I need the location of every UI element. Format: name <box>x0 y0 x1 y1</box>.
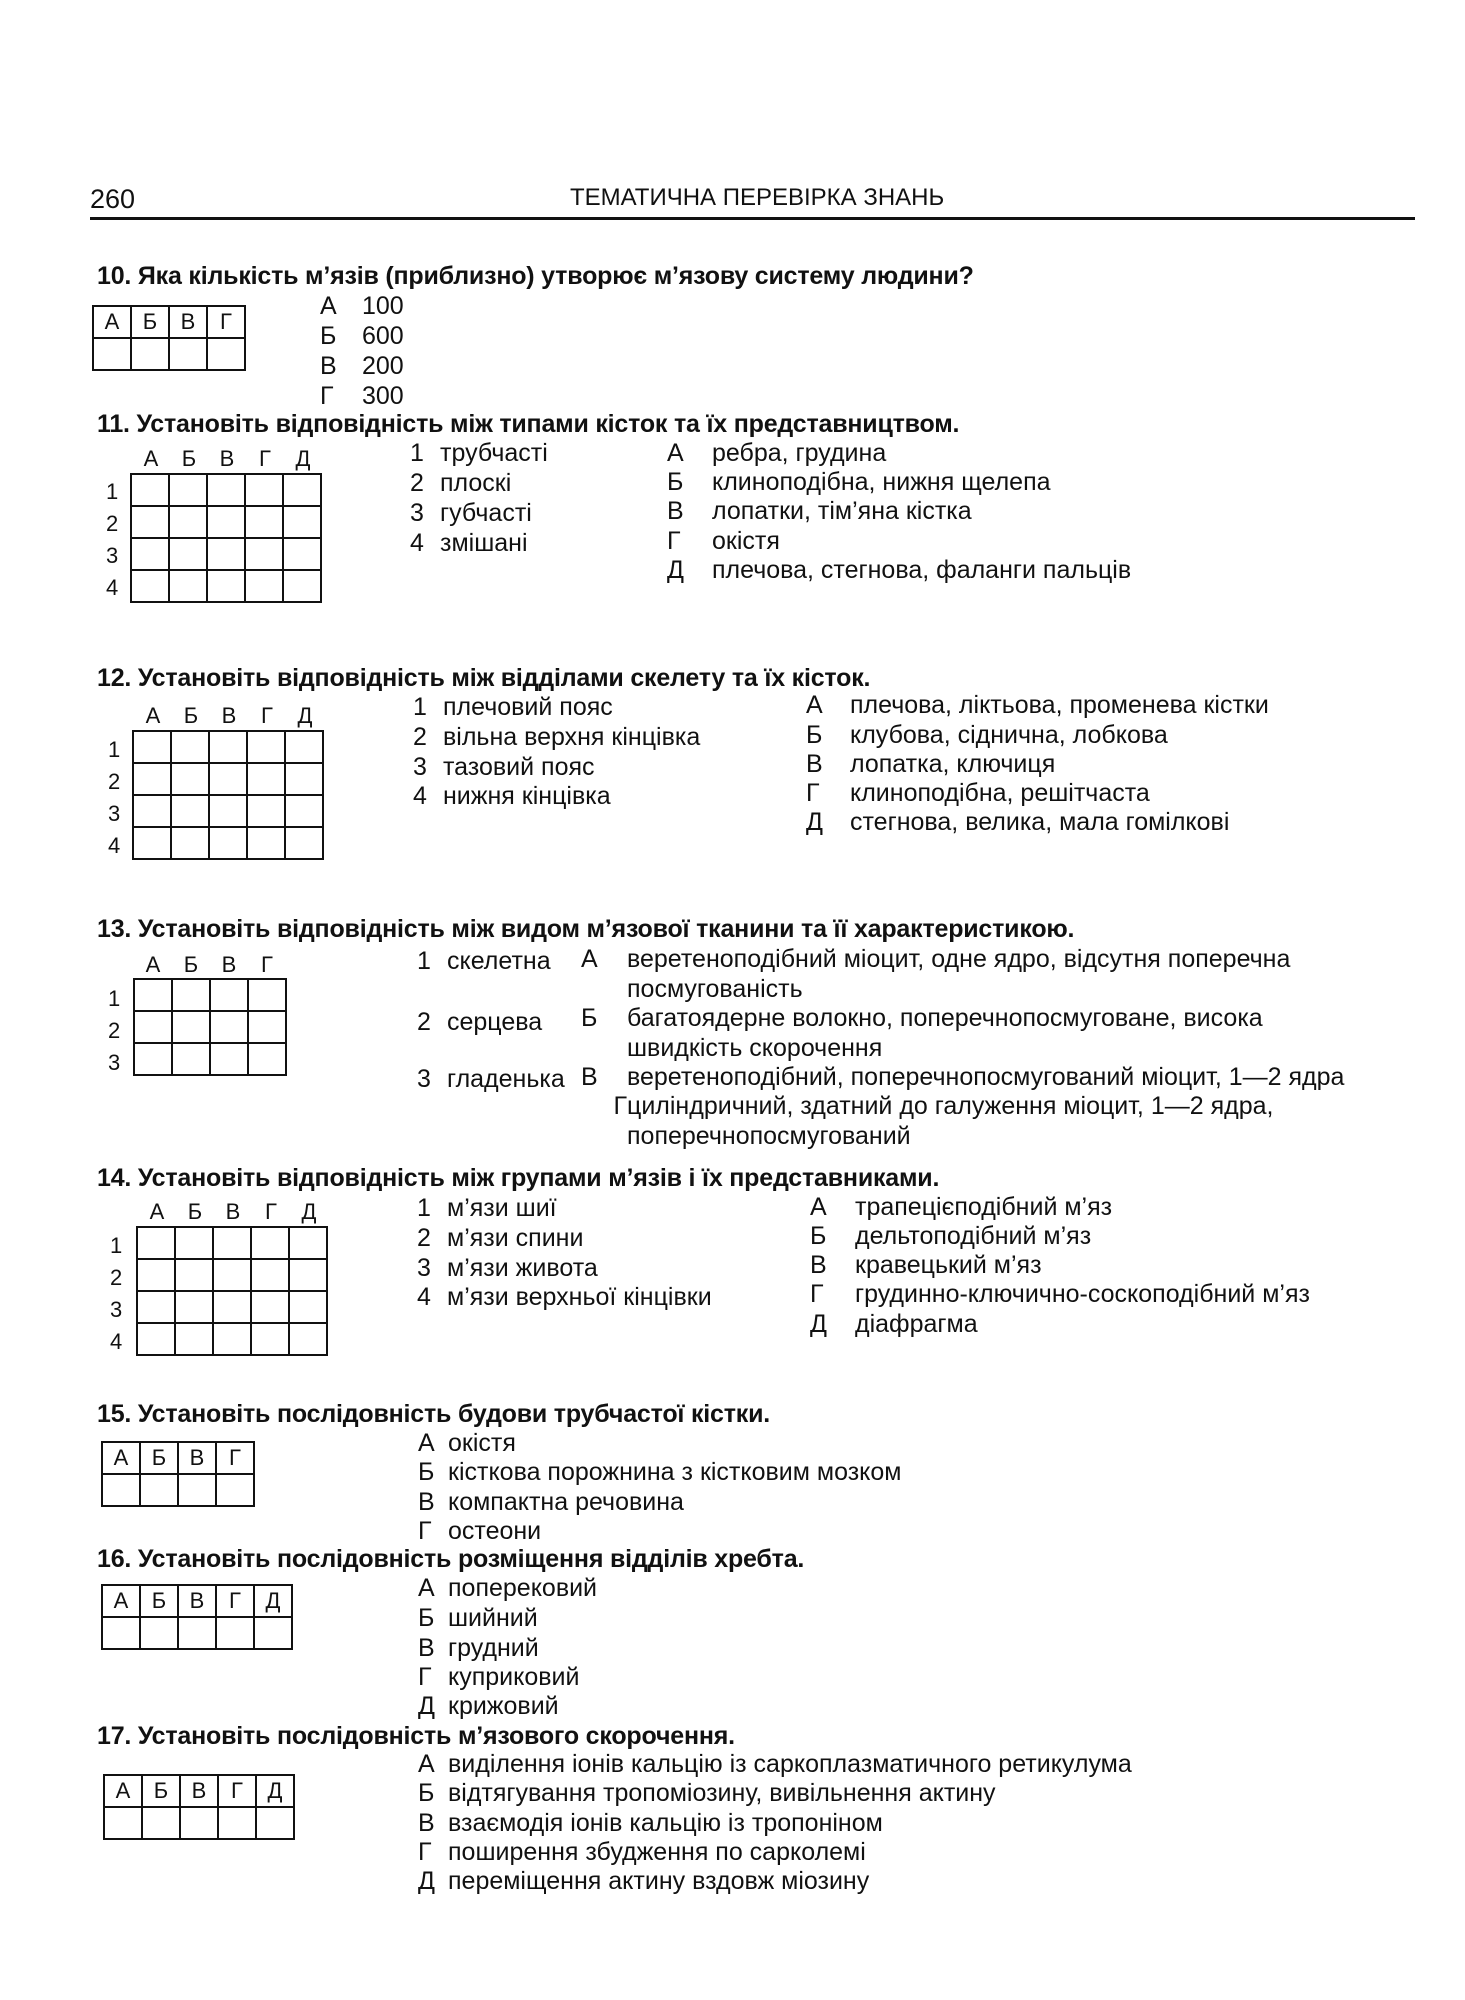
answer-cell[interactable] <box>172 1011 210 1043</box>
grid-header: Г <box>216 1585 254 1617</box>
right-item: Б клубова, сіднична, лобкова <box>806 721 1168 749</box>
answer-cell[interactable] <box>245 506 283 538</box>
answer-cell[interactable] <box>131 570 169 602</box>
answer-cell[interactable] <box>283 538 321 570</box>
option: В взаємодія іонів кальцію із тропоніном <box>418 1809 883 1837</box>
answer-cell[interactable] <box>137 1227 175 1259</box>
answer-cell[interactable] <box>247 827 285 859</box>
answer-grid-13 <box>133 978 287 1076</box>
right-item: Д стегнова, велика, мала гомілкові <box>806 808 1230 836</box>
left-item: 2 м’язи спини <box>417 1224 584 1252</box>
answer-cell[interactable] <box>289 1323 327 1355</box>
grid-header: Г <box>218 1775 256 1807</box>
right-item: А трапецієподібний м’яз <box>810 1193 1113 1221</box>
right-item: А веретеноподібний міоцит, одне ядро, відсутня поперечна <box>581 945 1291 973</box>
answer-cell[interactable] <box>209 827 247 859</box>
answer-cell[interactable] <box>213 1227 251 1259</box>
answer-cell[interactable] <box>133 763 171 795</box>
answer-cell[interactable] <box>140 1474 178 1506</box>
answer-cell[interactable] <box>207 506 245 538</box>
answer-cell[interactable] <box>171 763 209 795</box>
right-item-continued: посмугованість <box>627 975 803 1003</box>
answer-cell[interactable] <box>175 1323 213 1355</box>
answer-grid-14 <box>136 1226 328 1356</box>
answer-cell[interactable] <box>207 570 245 602</box>
grid-header: Б <box>131 306 169 338</box>
grid-column-labels: А Б В Г Д <box>143 446 311 471</box>
answer-cell[interactable] <box>169 474 207 506</box>
answer-cell[interactable] <box>285 827 323 859</box>
left-item: 3 м’язи живота <box>417 1254 598 1282</box>
grid-header: В <box>180 1775 218 1807</box>
right-item: Г окістя <box>667 527 780 555</box>
answer-cell[interactable] <box>283 506 321 538</box>
answer-cell[interactable] <box>247 731 285 763</box>
grid-column-labels: А Б В Г <box>145 952 273 977</box>
answer-grid-11 <box>130 473 322 603</box>
answer-cell[interactable] <box>137 1259 175 1291</box>
answer-cell[interactable] <box>210 1043 248 1075</box>
answer-cell[interactable] <box>175 1259 213 1291</box>
question-12: 12. Установіть відповідність між відділами скелету та їх кісток. <box>97 664 871 692</box>
answer-cell[interactable] <box>210 1011 248 1043</box>
grid-header: А <box>93 306 131 338</box>
grid-header: Г <box>207 306 245 338</box>
left-item: 4 змішані <box>410 529 528 557</box>
answer-cell[interactable] <box>134 979 172 1011</box>
left-item: 3 тазовий пояс <box>413 753 595 781</box>
grid-header: Б <box>140 1585 178 1617</box>
answer-cell[interactable] <box>209 795 247 827</box>
answer-grid-16 <box>101 1584 293 1650</box>
answer-cell[interactable] <box>245 538 283 570</box>
answer-cell[interactable] <box>134 1043 172 1075</box>
option: А виділення іонів кальцію із саркоплазматичного ретикулума <box>418 1750 1132 1778</box>
answer-cell[interactable] <box>171 827 209 859</box>
option: А поперековий <box>418 1574 598 1602</box>
answer-cell[interactable] <box>133 795 171 827</box>
grid-row-labels: 1 2 3 4 <box>108 737 121 858</box>
grid-header: Б <box>142 1775 180 1807</box>
answer-cell[interactable] <box>172 1043 210 1075</box>
answer-cell[interactable] <box>169 538 207 570</box>
answer-cell[interactable] <box>213 1291 251 1323</box>
grid-header: В <box>178 1442 216 1474</box>
answer-grid-12 <box>132 730 324 860</box>
answer-cell[interactable] <box>251 1259 289 1291</box>
left-item: 3 гладенька <box>417 1065 565 1093</box>
answer-cell[interactable] <box>285 763 323 795</box>
answer-cell[interactable] <box>104 1807 142 1839</box>
option: Д переміщення актину вздовж міозину <box>418 1867 870 1895</box>
answer-cell[interactable] <box>131 338 169 370</box>
answer-cell[interactable] <box>283 474 321 506</box>
answer-cell[interactable] <box>285 795 323 827</box>
right-item: Д плечова, стегнова, фаланги пальців <box>667 556 1132 584</box>
answer-cell[interactable] <box>131 538 169 570</box>
option: А 100 <box>320 292 404 320</box>
question-13: 13. Установіть відповідність між видом м’язової тканини та її характеристикою. <box>97 915 1075 943</box>
option: Б 600 <box>320 322 404 350</box>
grid-column-labels: А Б В Г Д <box>145 703 313 728</box>
left-item: 4 м’язи верхньої кінцівки <box>417 1283 712 1311</box>
grid-header: А <box>104 1775 142 1807</box>
option: Г поширення збудження по сарколемі <box>418 1838 866 1866</box>
right-item: Б дельтоподібний м’яз <box>810 1222 1092 1250</box>
answer-cell[interactable] <box>172 979 210 1011</box>
page-title: ТЕМАТИЧНА ПЕРЕВІРКА ЗНАНЬ <box>570 184 945 211</box>
answer-cell[interactable] <box>289 1291 327 1323</box>
answer-cell[interactable] <box>134 1011 172 1043</box>
left-item: 2 серцева <box>417 1008 543 1036</box>
left-item: 1 скелетна <box>417 947 551 975</box>
answer-cell[interactable] <box>131 474 169 506</box>
question-16: 16. Установіть послідовність розміщення відділів хребта. <box>97 1545 805 1573</box>
answer-cell[interactable] <box>102 1617 140 1649</box>
option: Г остеони <box>418 1517 542 1545</box>
answer-cell[interactable] <box>283 570 321 602</box>
option: В грудний <box>418 1634 539 1662</box>
answer-cell[interactable] <box>171 795 209 827</box>
left-item: 2 плоскі <box>410 469 512 497</box>
answer-cell[interactable] <box>169 570 207 602</box>
answer-cell[interactable] <box>289 1259 327 1291</box>
answer-cell[interactable] <box>175 1227 213 1259</box>
left-item: 1 плечовий пояс <box>413 693 613 721</box>
answer-cell[interactable] <box>216 1617 254 1649</box>
question-15: 15. Установіть послідовність будови трубчастої кістки. <box>97 1400 771 1428</box>
grid-row-labels: 1 2 3 4 <box>106 479 119 600</box>
answer-cell[interactable] <box>180 1807 218 1839</box>
answer-cell[interactable] <box>209 731 247 763</box>
option: Г 300 <box>320 382 404 410</box>
right-item: В веретеноподібний, поперечнопосмугований міоцит, 1—2 ядра <box>581 1063 1345 1091</box>
grid-header: А <box>102 1585 140 1617</box>
option: А окістя <box>418 1429 516 1457</box>
grid-header: Д <box>254 1585 292 1617</box>
answer-cell[interactable] <box>218 1807 256 1839</box>
grid-header: Г <box>216 1442 254 1474</box>
answer-cell[interactable] <box>93 338 131 370</box>
right-item: А плечова, ліктьова, променева кістки <box>806 691 1269 719</box>
right-item: Гциліндричний, здатний до галуження міоцит, 1—2 ядра, <box>613 1092 1274 1120</box>
answer-cell[interactable] <box>254 1617 292 1649</box>
option: Г куприковий <box>418 1663 580 1691</box>
answer-cell[interactable] <box>137 1323 175 1355</box>
option: Б шийний <box>418 1604 538 1632</box>
answer-cell[interactable] <box>142 1807 180 1839</box>
answer-cell[interactable] <box>289 1227 327 1259</box>
right-item: В лопатки, тім’яна кістка <box>667 497 972 525</box>
grid-header: Б <box>140 1442 178 1474</box>
question-11: 11. Установіть відповідність між типами кісток та їх представництвом. <box>97 410 960 438</box>
answer-cell[interactable] <box>169 506 207 538</box>
grid-header: В <box>178 1585 216 1617</box>
answer-cell[interactable] <box>256 1807 294 1839</box>
answer-cell[interactable] <box>207 338 245 370</box>
answer-cell[interactable] <box>133 731 171 763</box>
left-item: 1 м’язи шиї <box>417 1194 557 1222</box>
answer-cell[interactable] <box>137 1291 175 1323</box>
option: В компактна речовина <box>418 1488 684 1516</box>
grid-column-labels: А Б В Г Д <box>149 1199 317 1224</box>
left-item: 1 трубчасті <box>410 439 548 467</box>
answer-cell[interactable] <box>210 979 248 1011</box>
answer-grid-17 <box>103 1774 295 1840</box>
answer-cell[interactable] <box>247 763 285 795</box>
answer-cell[interactable] <box>133 827 171 859</box>
answer-cell[interactable] <box>213 1323 251 1355</box>
answer-cell[interactable] <box>207 474 245 506</box>
answer-cell[interactable] <box>213 1259 251 1291</box>
question-17: 17. Установіть послідовність м’язового скорочення. <box>97 1722 735 1750</box>
right-item: Б клиноподібна, нижня щелепа <box>667 468 1051 496</box>
left-item: 2 вільна верхня кінцівка <box>413 723 701 751</box>
answer-grid-10 <box>92 305 246 371</box>
answer-cell[interactable] <box>140 1617 178 1649</box>
grid-row-labels: 1 2 3 4 <box>110 1233 123 1354</box>
answer-cell[interactable] <box>251 1323 289 1355</box>
answer-cell[interactable] <box>248 1043 286 1075</box>
right-item: Д діафрагма <box>810 1310 978 1338</box>
left-item: 3 губчасті <box>410 499 532 527</box>
answer-cell[interactable] <box>251 1227 289 1259</box>
right-item-continued: швидкість скорочення <box>627 1034 883 1062</box>
answer-cell[interactable] <box>175 1291 213 1323</box>
answer-cell[interactable] <box>245 570 283 602</box>
answer-cell[interactable] <box>207 538 245 570</box>
answer-cell[interactable] <box>248 979 286 1011</box>
answer-cell[interactable] <box>178 1474 216 1506</box>
option: Б відтягування тропоміозину, вивільнення актину <box>418 1779 996 1807</box>
right-item: В кравецький м’яз <box>810 1251 1042 1279</box>
header-divider <box>90 217 1415 220</box>
answer-cell[interactable] <box>171 731 209 763</box>
answer-grid-15 <box>101 1441 255 1507</box>
answer-cell[interactable] <box>131 506 169 538</box>
grid-row-labels: 1 2 3 <box>108 986 121 1075</box>
option: В 200 <box>320 352 404 380</box>
answer-cell[interactable] <box>251 1291 289 1323</box>
grid-header: В <box>169 306 207 338</box>
answer-cell[interactable] <box>285 731 323 763</box>
answer-cell[interactable] <box>169 338 207 370</box>
answer-cell[interactable] <box>178 1617 216 1649</box>
answer-cell[interactable] <box>102 1474 140 1506</box>
right-item: В лопатка, ключиця <box>806 750 1056 778</box>
question-10: 10. Яка кількість м’язів (приблизно) утворює м’язову систему людини? <box>97 262 974 290</box>
option: Д крижовий <box>418 1692 559 1720</box>
right-item-continued: поперечнопосмугований <box>627 1122 911 1150</box>
question-14: 14. Установіть відповідність між групами м’язів і їх представниками. <box>97 1164 940 1192</box>
right-item: Г грудинно-ключично-соскоподібний м’яз <box>810 1280 1310 1308</box>
grid-header: Д <box>256 1775 294 1807</box>
left-item: 4 нижня кінцівка <box>413 782 611 810</box>
answer-cell[interactable] <box>248 1011 286 1043</box>
right-item: Б багатоядерне волокно, поперечнопосмуговане, висока <box>581 1004 1263 1032</box>
answer-cell[interactable] <box>216 1474 254 1506</box>
right-item: Г клиноподібна, решітчаста <box>806 779 1150 807</box>
answer-cell[interactable] <box>245 474 283 506</box>
grid-header: А <box>102 1442 140 1474</box>
page-number: 260 <box>90 184 136 214</box>
option: Б кісткова порожнина з кістковим мозком <box>418 1458 902 1486</box>
right-item: А ребра, грудина <box>667 439 887 467</box>
answer-cell[interactable] <box>247 795 285 827</box>
answer-cell[interactable] <box>209 763 247 795</box>
